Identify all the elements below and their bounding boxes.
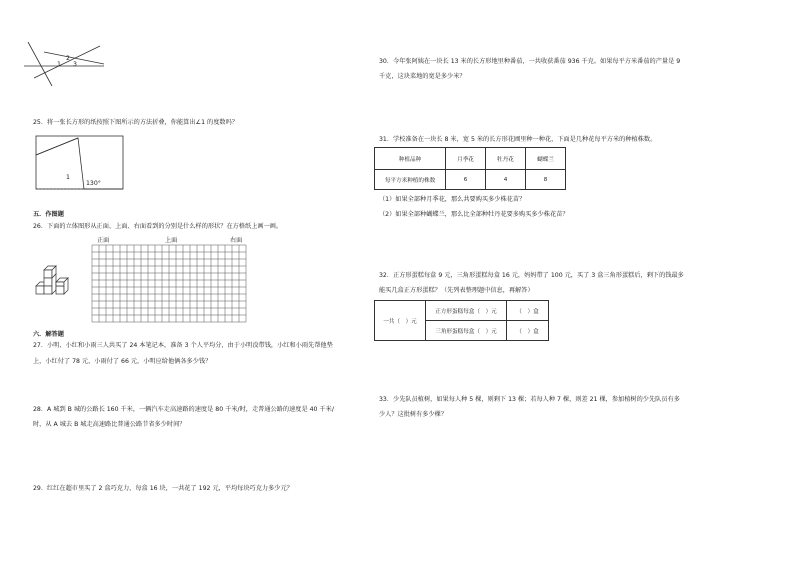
angle-label-1: 1 (57, 61, 61, 68)
cake-table-triangle-count: （ ）盒 (507, 321, 549, 341)
cake-table-total: 一共（ ）元 (375, 301, 426, 341)
cake-table-square-count: （ ）盒 (507, 301, 549, 321)
view-label-top: 上面 (165, 237, 178, 244)
drawing-grid (92, 245, 252, 325)
flower-table-row-label: 每平方米种植的株数 (375, 170, 446, 190)
question-33-line2: 少人？这批树有多少棵？ (379, 411, 448, 418)
flower-table-header-peony: 牡丹花 (486, 148, 526, 170)
question-33-line1: 33．少先队员植树，如果每人种 5 棵，则剩下 13 棵；若每人种 7 棵，则差 21 棵，参加植树的少先队员有多 (379, 396, 680, 403)
question-28-line2: 时，从 A 城去 B 城走高速路比普通公路节省多少时间？ (33, 421, 186, 428)
fold-angle-1-label: 1 (66, 174, 70, 181)
question-29: 29．红红在超市里买了 2 盒巧克力，每盒 16 块，一共花了 192 元，平均每块巧克力多少元？ (33, 485, 293, 492)
section-5-title: 五．作图题 (33, 211, 64, 218)
flower-table-header-kind: 种植品种 (375, 148, 446, 170)
cake-table-square-price: 正方形蛋糕每盒（ ）元 (426, 301, 507, 321)
flower-table-header-rose: 月季花 (446, 148, 486, 170)
flower-table (374, 147, 566, 190)
question-28-line1: 28．A 城到 B 城的公路长 160 千米，一辆汽车走高速路的速度是 80 千米/时，走普通公路的速度是 40 千米/ (33, 406, 334, 413)
question-32-line1: 32．正方形蛋糕每盒 9 元，三角形蛋糕每盒 16 元，妈妈带了 100 元，买了 3 盒三角形蛋糕后，剩下的钱最多 (379, 272, 684, 279)
question-30-line2: 千克，这块菜地的宽是多少米？ (379, 73, 466, 80)
question-27-line2: 上，小红付了 78 元，小雨付了 66 元，小明应给他俩各多少钱？ (33, 358, 212, 365)
question-26: 26．下面的立体图形从正面、上面、右面看到的分别是什么样的形状？在方格纸上画一画。 (33, 223, 283, 230)
question-31-sub2: （2）如果全部种蝴蝶兰，那么比全部种牡丹花要多购买多少株花苗？ (379, 211, 569, 218)
view-label-front: 正面 (97, 237, 110, 244)
flower-table-rose-value: 6 (446, 170, 486, 190)
angle-label-2: 2 (66, 55, 70, 62)
cake-table-triangle-price: 三角形蛋糕每盒（ ）元 (426, 321, 507, 341)
flower-table-header-orchid: 蝴蝶兰 (526, 148, 566, 170)
cake-table (374, 300, 549, 341)
question-25: 25．将一张长方形的纸按照下图所示的方法折叠，你能算出∠1 的度数吗？ (33, 119, 238, 126)
section-6-title: 六．解答题 (33, 331, 64, 338)
flower-table-peony-value: 4 (486, 170, 526, 190)
angle-label-3: 3 (73, 61, 77, 68)
question-27-line1: 27．小明、小红和小雨三人共买了 24 本笔记本，准备 3 个人平均分，由于小明没带钱，小红和小雨先帮他垫 (33, 342, 333, 349)
question-31-sub1: （1）如果全部种月季花，那么共要购买多少株花苗？ (379, 196, 526, 203)
cube-stack-figure (0, 0, 80, 80)
flower-table-orchid-value: 8 (526, 170, 566, 190)
fold-angle-value: 130° (86, 180, 101, 187)
question-32-line2: 能买几盒正方形蛋糕？（先列表整理题中信息，再解答） (379, 287, 534, 294)
question-30-line1: 30．今年张阿姨在一块长 13 米的长方形地里种番茄，一共收获番茄 936 千克。如果每平方米番茄的产量是 9 (379, 58, 681, 65)
question-31: 31．学校准备在一块长 8 米，宽 5 米的长方形花圃里种一种花，下面是几种花每平方米的种植株数。 (379, 136, 657, 143)
view-label-right: 右面 (230, 237, 243, 244)
